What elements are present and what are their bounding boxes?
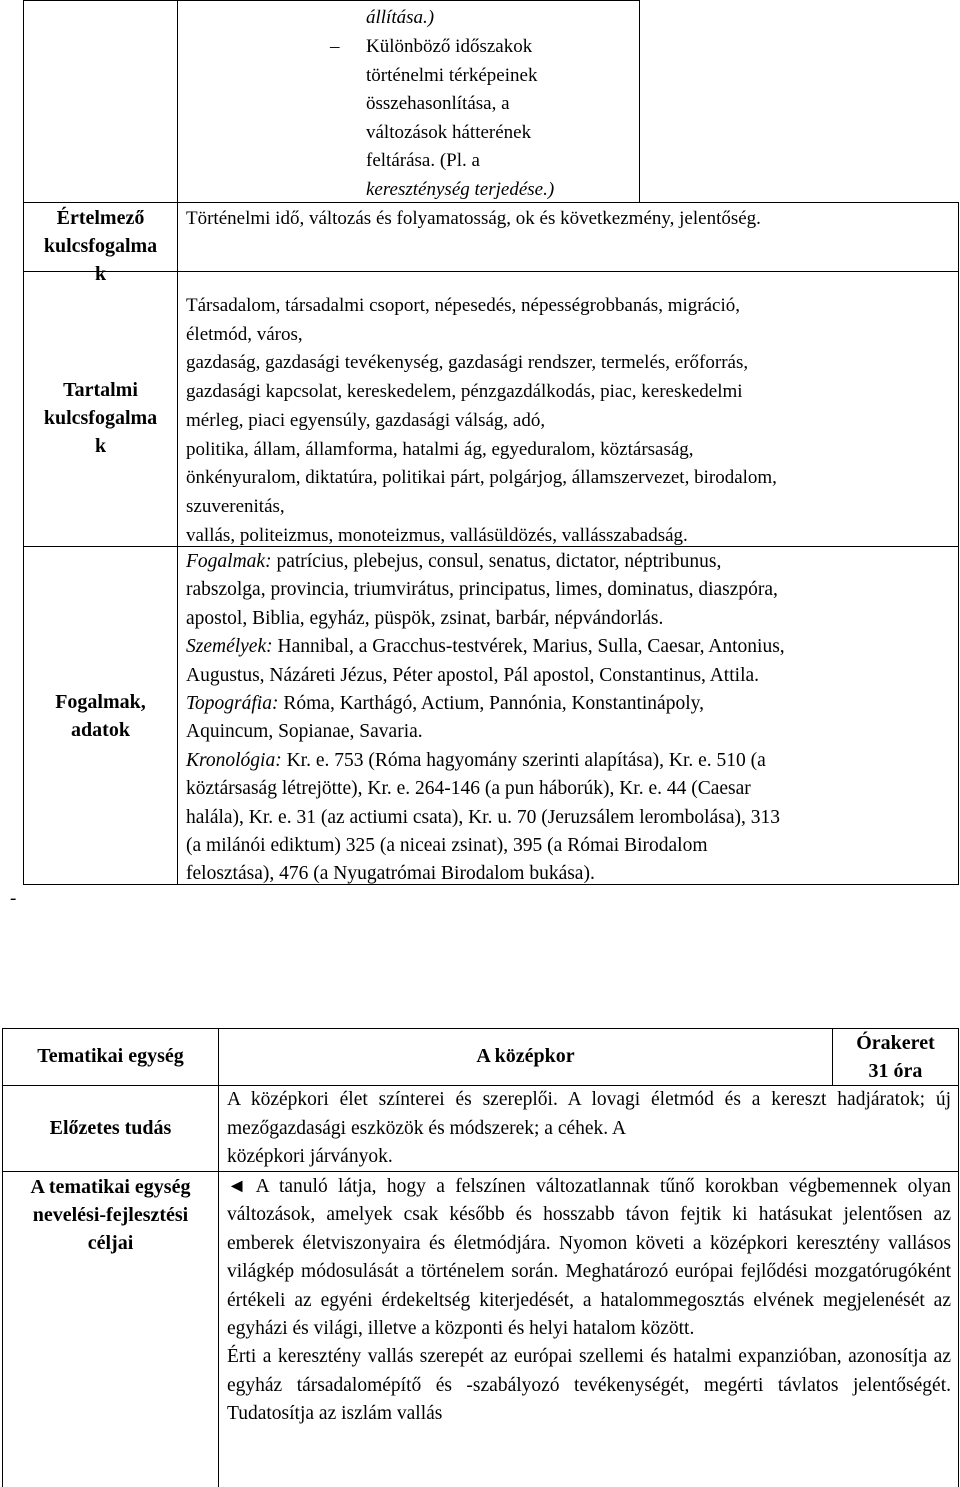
list-dash: – [330, 36, 340, 57]
orakeret-value: 31 óra [868, 1060, 923, 1082]
bottom-table-line-top [2, 1028, 959, 1029]
orakeret-label: Órakeret [856, 1032, 935, 1054]
kronologia-line: halála), Kr. e. 31 (az actiumi csata), Kr. u. 70 (Jeruzsálem lerombolása), 313 [186, 806, 780, 828]
list-item-line: kereszténység terjedése.) [366, 178, 555, 200]
list-item-line: Különböző időszakok [366, 36, 533, 57]
kronologia-heading: Kronológia: [186, 749, 282, 771]
szemelyek-line: Személyek: Hannibal, a Gracchus-testvérek, Marius, Sulla, Caesar, Antonius, [186, 636, 785, 658]
fogalmak-label: Fogalmak, adatok [55, 691, 146, 741]
szemelyek-line: Augustus, Názáreti Jézus, Péter apostol, Pál apostol, Constantinus, Attila. [186, 664, 760, 686]
topografia-line: Aquincum, Sopianae, Savaria. [186, 721, 423, 743]
tartalmi-line: életmód, város, [186, 323, 303, 345]
top-table-divider [177, 0, 178, 884]
celjai-paragraph: ◄ A tanuló látja, hogy a felszínen változatlannak tűnő korokban végbemennek olyan változások, amelyek csak később és hosszabb távon fejtik ki hatásukat jelentősen az emberek életviszonyaira és életmódjára. Nyomon követi a középkori keresztény vallásos világkép módosulását a történelem során. Meghatározó európai fejlődési mozgatórugóként értékeli az egyéni érdekeltség kiterjedését, a hatalommegosztás elvének megjelenését az egyházi és világi, illetve a központi és helyi hatalom között. [227, 1176, 951, 1340]
list-item-line: feltárása. (Pl. a [366, 150, 480, 171]
kronologia-line: (a milánói ediktum) 325 (a niceai zsinat), 395 (a Római Birodalom [186, 835, 708, 857]
celjai-text [227, 1173, 951, 1429]
top-table-line-top [23, 0, 640, 1]
top-table-right-border-upper [639, 0, 640, 202]
fogalmak-line: Fogalmak: patrícius, plebejus, consul, senatus, dictator, néptribunus, [186, 551, 722, 572]
list-item-line: történelmi térképeinek [366, 64, 538, 86]
tartalmi-line: szuverenitás, [186, 495, 285, 517]
ertelmezo-text: Történelmi idő, változás és folyamatosság, ok és következmény, jelentőség. [186, 208, 761, 229]
kronologia-line: Kronológia: Kr. e. 753 (Róma hagyomány szerinti alapítása), Kr. e. 510 (a [186, 749, 766, 771]
tartalmi-line: önkényuralom, diktatúra, politikai párt, polgárjog, államszervezet, birodalom, [186, 467, 777, 489]
list-item [366, 33, 636, 204]
elozetes-line: A középkori élet színterei és szereplői. A lovagi életmód és a kereszt hadjáratok; új mezőgazdasági eszközök és módszerek; a céhek. A [227, 1089, 951, 1139]
stray-dash: - [10, 888, 17, 909]
elozetes-line: középkori járványok. [227, 1146, 393, 1167]
bottom-table-right-border [958, 1028, 959, 1487]
tartalmi-line: gazdaság, gazdasági tevékenység, gazdasági rendszer, termelés, erőforrás, [186, 352, 749, 374]
topografia-line: Topográfia: Róma, Karthágó, Actium, Pannónia, Konstantinápoly, [186, 693, 704, 715]
tartalmi-line: politika, állam, államforma, hatalmi ág, egyeduralom, köztársaság, [186, 438, 694, 460]
tematikai-egyseg-label: Tematikai egység [37, 1045, 184, 1067]
tartalmi-text [186, 292, 956, 550]
tartalmi-label: Tartalmi kulcsfogalma k [43, 379, 158, 457]
bottom-table-divider [218, 1028, 219, 1487]
kronologia-line: köztársaság létrejötte), Kr. e. 264-146 (a pun háborúk), Kr. e. 44 (Caesar [186, 778, 751, 800]
top-table-right-border-lower [958, 202, 959, 884]
celjai-label: A tematikai egység nevelési-fejlesztési céljai [30, 1176, 191, 1254]
list-item-line: változások hátterének [366, 121, 532, 143]
triangle-left-icon: ◄ [227, 1176, 247, 1197]
tematikai-egyseg-title: A középkor [476, 1045, 575, 1067]
elozetes-tudas-label: Előzetes tudás [49, 1117, 172, 1139]
topografia-heading: Topográfia: [186, 693, 279, 715]
list-item-line: összehasonlítása, a [366, 93, 510, 114]
fogalmak-line: apostol, Biblia, egyház, püspök, zsinat, barbár, népvándorlás. [186, 607, 664, 629]
tartalmi-line: vallás, politeizmus, monoteizmus, vallásüldözés, vallásszabadság. [186, 524, 688, 546]
continued-text: állítása.) [366, 7, 435, 28]
tartalmi-line: mérleg, piaci egyensúly, gazdasági válság, adó, [186, 409, 546, 431]
tartalmi-line: gazdasági kapcsolat, kereskedelem, pénzgazdálkodás, piac, kereskedelmi [186, 381, 743, 403]
bottom-table-left-border [2, 1028, 3, 1487]
fogalmak-text [186, 548, 956, 889]
szemelyek-heading: Személyek: [186, 636, 273, 658]
kronologia-line: felosztása), 476 (a Nyugatrómai Birodalom bukása). [186, 863, 595, 885]
fogalmak-line: rabszolga, provincia, triumvirátus, principatus, limes, dominatus, diaszpóra, [186, 579, 778, 601]
fogalmak-heading: Fogalmak: [186, 551, 272, 572]
tartalmi-line: Társadalom, társadalmi csoport, népesedés, népességrobbanás, migráció, [186, 295, 740, 316]
ertelmezo-label: Értelmező kulcsfogalma k [43, 207, 158, 285]
celjai-paragraph: Érti a keresztény vallás szerepét az európai szellemi és hatalmi expanzióban, azonosítja az egyház társadalomépítő és -szabályozó tevékenységét, megérti távlatos jelentőségét. Tudatosítja az iszlám vallás [227, 1346, 951, 1425]
elozetes-tudas-text [227, 1086, 951, 1172]
